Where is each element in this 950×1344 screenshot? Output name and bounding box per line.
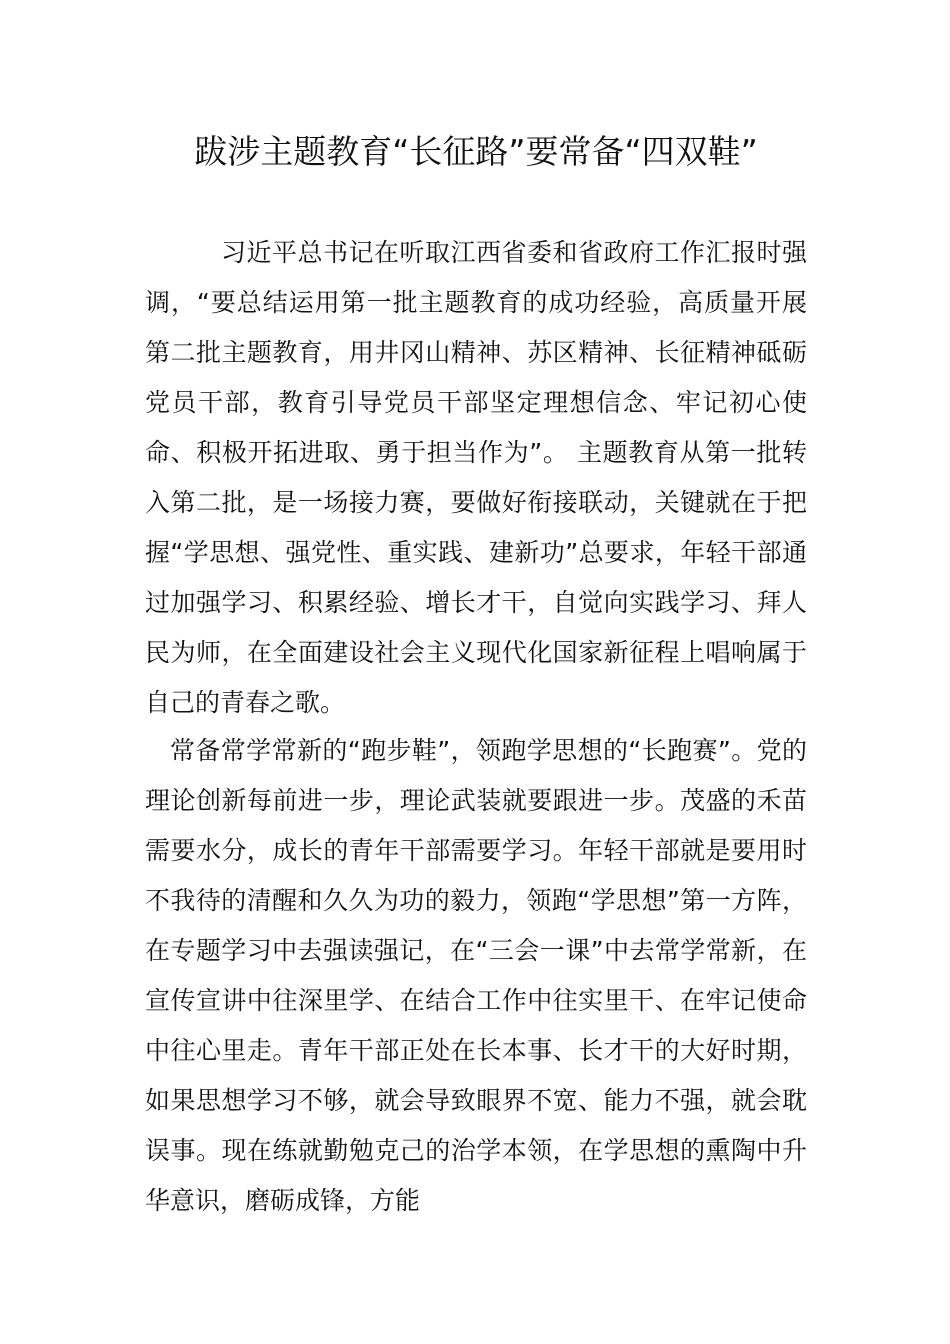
paragraph-2: 常备常学常新的“跑步鞋”，领跑学思想的“长跑赛”。党的理论创新每前进一步，理论武装就要跟进一步。茂盛的禾苗需要水分，成长的青年干部需要学习。年轻干部就是要用时不我待的清醒和久久为功的毅力，领跑“学思想”第一方阵，在专题学习中去强读强记，在“三会一课”中去常学常新，在宣传宣讲中往深里学、在结合工作中往实里干、在牢记使命中往心里走。青年干部正处在长本事、长才干的大好时期，如果思想学习不够，就会导致眼界不宽、能力不强，就会耽误事。现在练就勤勉克己的治学本领，在学思想的熏陶中升华意识，磨砺成锋，方能 bbox=[145, 736, 807, 1215]
document-title: 跋涉主题教育“长征路”要常备“四双鞋” bbox=[194, 132, 758, 171]
paragraph-1: 习近平总书记在听取江西省委和省政府工作汇报时强调，“要总结运用第一批主题教育的成功经验，高质量开展第二批主题教育，用井冈山精神、苏区精神、长征精神砥砺党员干部，教育引导党员干部坚定理想信念、牢记初心使命、积极开拓进取、勇于担当作为”。 主题教育从第一批转入第二批，是一场接力赛，要做好衔接联动，关键就在于把握“学思想、强党性、重实践、建新功”总要求，年轻干部通过加强学习、积累经验、增长才干，自觉向实践学习、拜人民为师，在全面建设社会主义现代化国家新征程上唱响属于自己的青春之歌。 bbox=[145, 238, 807, 717]
